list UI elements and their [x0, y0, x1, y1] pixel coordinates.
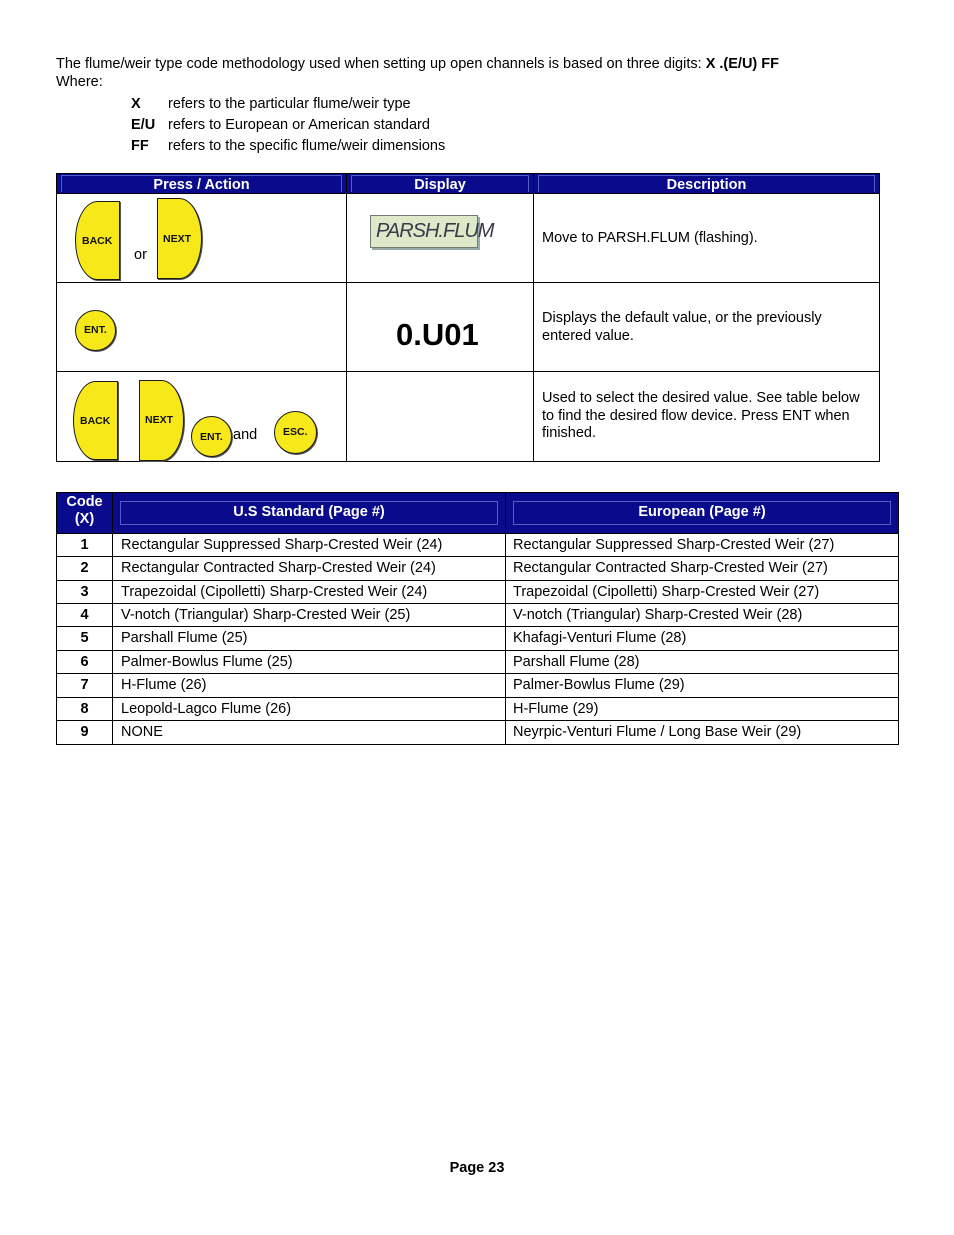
description-row2: Displays the default value, or the previously entered value. — [542, 310, 822, 344]
table-row: 2 Rectangular Contracted Sharp-Crested Weir (24) Rectangular Contracted Sharp-Crested Weir (27) — [57, 556, 898, 580]
definition-text: refers to European or American standard — [168, 117, 430, 133]
definition-item — [131, 116, 445, 137]
definition-key: FF — [131, 138, 149, 154]
description-row3: Used to select the desired value. See table below to find the desired flow device. Press ENT when finished. — [542, 390, 860, 441]
table-row: 3 Trapezoidal (Cipolletti) Sharp-Crested Weir (24) Trapezoidal (Cipolletti) Sharp-Crested Weir (27) — [57, 580, 898, 604]
or-label: or — [134, 247, 147, 263]
next-button[interactable]: NEXT — [157, 198, 202, 279]
definition-item — [131, 137, 445, 158]
intro-paragraph — [56, 56, 779, 91]
esc-button[interactable]: ESC. — [274, 411, 317, 454]
description-row1: Move to PARSH.FLUM (flashing). — [542, 230, 758, 246]
and-label: and — [233, 427, 258, 443]
next-button[interactable]: NEXT — [139, 380, 184, 461]
lcd-display: PARSH.FLUM — [370, 215, 478, 248]
definition-key: E/U — [131, 117, 156, 133]
intro-code: X .(E/U) FF — [705, 56, 779, 72]
back-button[interactable]: BACK — [75, 201, 120, 280]
definition-list — [131, 95, 445, 158]
table-row: 7 H-Flume (26) Palmer-Bowlus Flume (29) — [57, 673, 898, 697]
table-row: 4 V-notch (Triangular) Sharp-Crested Weir (25) V-notch (Triangular) Sharp-Crested Weir (28) — [57, 603, 898, 627]
back-button[interactable]: BACK — [73, 381, 118, 460]
table-row: 6 Palmer-Bowlus Flume (25) Parshall Flume (28) — [57, 650, 898, 674]
header-description: Description — [534, 174, 879, 193]
definition-item — [131, 95, 445, 116]
header-press-action: Press / Action — [57, 174, 346, 193]
header-code: Code (X) — [57, 493, 112, 534]
table-row: 9 NONE Neyrpic-Venturi Flume / Long Base Weir (29) — [57, 720, 898, 744]
code-table — [56, 492, 899, 745]
header-us: U.S Standard (Page #) — [113, 493, 505, 533]
ent-button[interactable]: ENT. — [75, 310, 116, 351]
table-row: 5 Parshall Flume (25) Khafagi-Venturi Flume (28) — [57, 626, 898, 650]
intro-where: Where: — [56, 73, 103, 90]
page-number: Page 23 — [449, 1160, 505, 1176]
table-row: 1 Rectangular Suppressed Sharp-Crested Weir (24) Rectangular Suppressed Sharp-Crested Weir (27) — [57, 533, 898, 557]
definition-key: X — [131, 96, 141, 112]
display-value: 0.U01 — [396, 317, 479, 352]
definition-text: refers to the specific flume/weir dimensions — [168, 138, 446, 154]
ent-button[interactable]: ENT. — [191, 416, 232, 457]
procedure-table — [56, 173, 880, 462]
header-display: Display — [347, 174, 533, 193]
definition-text: refers to the particular flume/weir type — [168, 96, 411, 112]
table-row: 8 Leopold-Lagco Flume (26) H-Flume (29) — [57, 697, 898, 721]
header-eu: European (Page #) — [506, 493, 898, 533]
intro-text: The flume/weir type code methodology used when setting up open channels is based on three digits: — [56, 56, 702, 72]
